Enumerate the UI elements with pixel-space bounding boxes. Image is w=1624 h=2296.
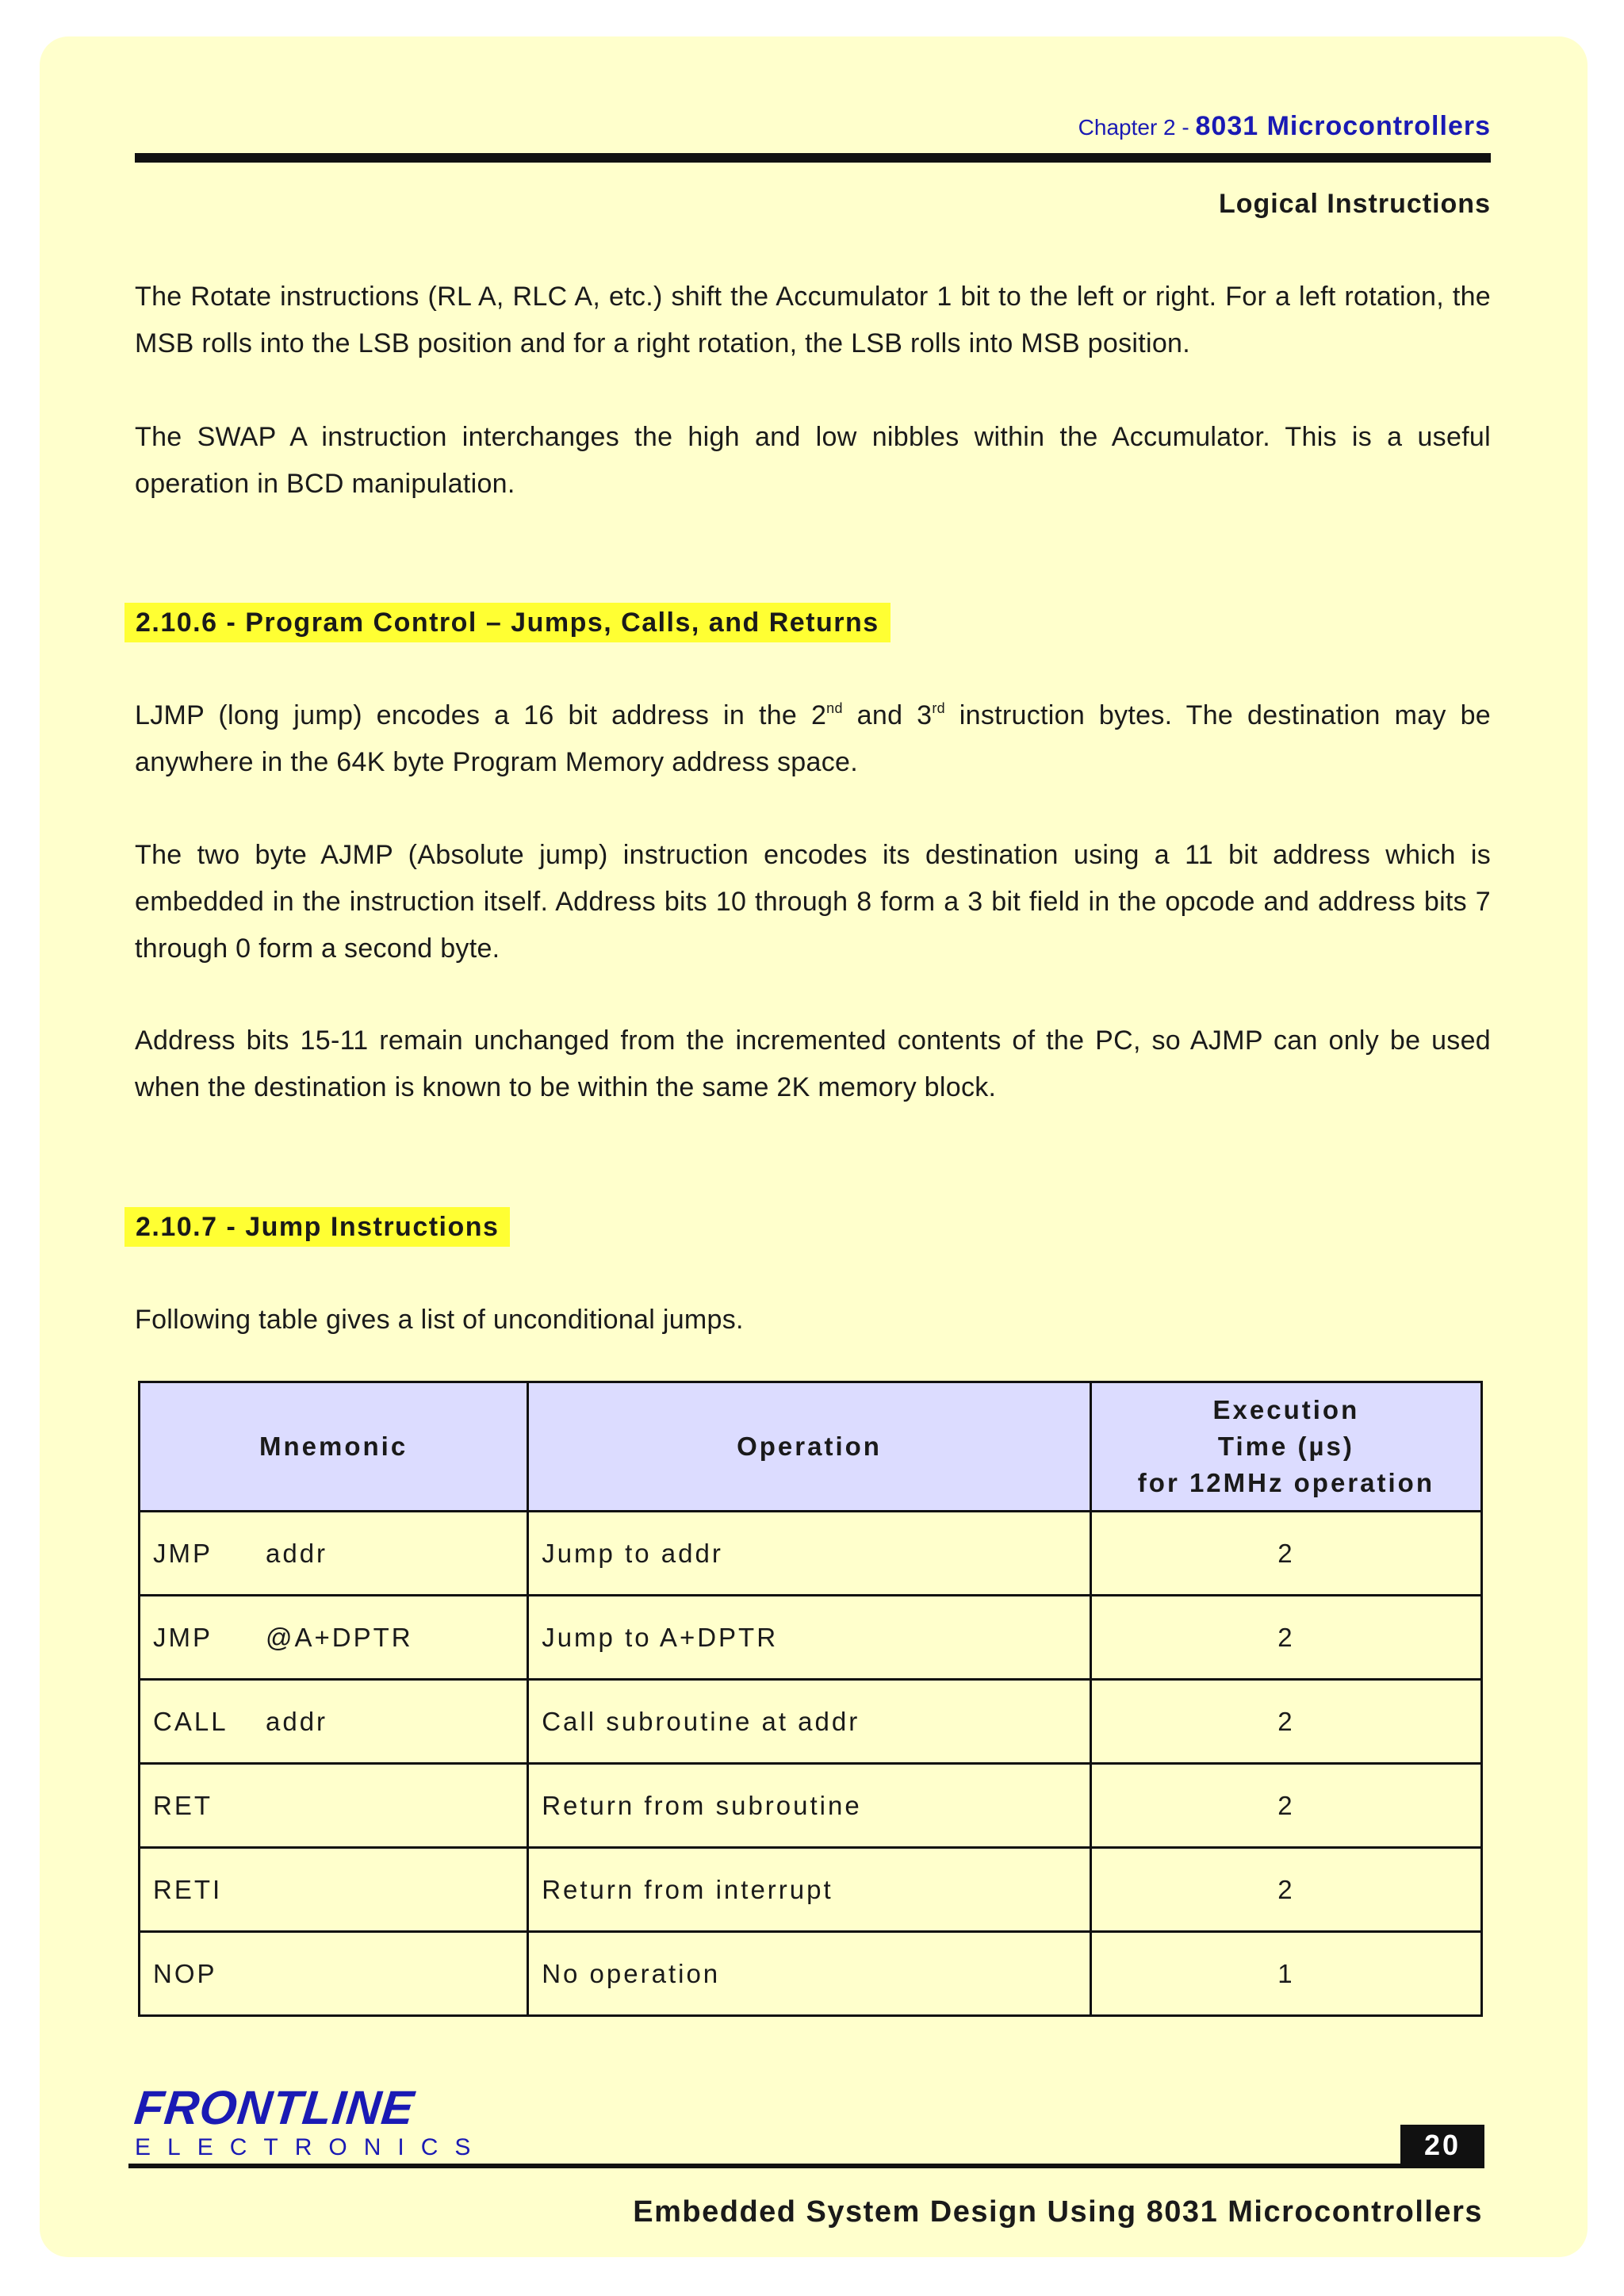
section-title: Logical Instructions <box>1218 189 1491 219</box>
cell-time: 2 <box>1090 1596 1481 1680</box>
paragraph-swap: The SWAP A instruction interchanges the high and low nibbles within the Accumulator. This is a useful operation in BCD manipulation. <box>135 422 1491 499</box>
cell-time: 2 <box>1090 1512 1481 1596</box>
page-number: 20 <box>1400 2125 1484 2166</box>
chapter-header <box>1078 111 1491 142</box>
cell-operation: Return from interrupt <box>528 1848 1091 1932</box>
paragraph-rotate: The Rotate instructions (RL A, RLC A, etc.) shift the Accumulator 1 bit to the left or right. For a left rotation, the MSB rolls into the LSB position and for a right rotation, the LSB rolls into MSB position. <box>135 282 1491 358</box>
ljmp-text-3: instruction bytes. The destination may be anywhere in the 64K byte Program Memory address space. <box>135 700 1491 777</box>
cell-time: 2 <box>1090 1764 1481 1848</box>
header-execution-time <box>1090 1382 1481 1512</box>
ljmp-sup-nd: nd <box>826 700 843 716</box>
mnemonic-op: JMP <box>153 1538 213 1568</box>
cell-operation: Call subroutine at addr <box>528 1680 1091 1764</box>
table-row <box>140 1848 1482 1932</box>
logo-wordmark: FRONTLINE <box>132 2081 417 2134</box>
chapter-prefix: Chapter 2 - <box>1078 115 1189 140</box>
mnemonic-arg: addr <box>266 1538 328 1568</box>
header-time-line2: Time (µs) <box>1217 1432 1354 1461</box>
book-title: Embedded System Design Using 8031 Microcontrollers <box>633 2195 1483 2229</box>
cell-operation: No operation <box>528 1932 1091 2016</box>
paragraph-address-bits: Address bits 15-11 remain unchanged from the incremented contents of the PC, so AJMP can only be used when the destination is known to be within the same 2K memory block. <box>135 1025 1491 1102</box>
cell-mnemonic <box>140 1932 528 2016</box>
jump-instructions-table <box>138 1381 1483 2017</box>
table-row <box>140 1512 1482 1596</box>
cell-operation: Return from subroutine <box>528 1764 1091 1848</box>
table-row <box>140 1680 1482 1764</box>
table-row <box>140 1596 1482 1680</box>
table-row <box>140 1932 1482 2016</box>
mnemonic-op: RETI <box>153 1874 223 1904</box>
cell-mnemonic <box>140 1596 528 1680</box>
cell-mnemonic <box>140 1512 528 1596</box>
cell-operation: Jump to A+DPTR <box>528 1596 1091 1680</box>
mnemonic-op: NOP <box>153 1958 217 1988</box>
cell-mnemonic <box>140 1680 528 1764</box>
cell-mnemonic <box>140 1848 528 1932</box>
paragraph-table-intro: Following table gives a list of unconditional jumps. <box>135 1305 744 1335</box>
ljmp-text-1: LJMP (long jump) encodes a 16 bit address in the 2 <box>135 700 827 730</box>
header-time-line3: for 12MHz operation <box>1137 1468 1434 1497</box>
heading-jump-instructions: 2.10.7 - Jump Instructions <box>124 1207 510 1247</box>
ljmp-sup-rd: rd <box>932 700 945 716</box>
header-operation: Operation <box>528 1382 1091 1512</box>
mnemonic-op: CALL <box>153 1706 228 1736</box>
frontline-logo <box>132 2081 488 2162</box>
header-mnemonic: Mnemonic <box>140 1382 528 1512</box>
table-row <box>140 1764 1482 1848</box>
cell-time: 2 <box>1090 1848 1481 1932</box>
mnemonic-op: RET <box>153 1790 213 1820</box>
heading-program-control: 2.10.6 - Program Control – Jumps, Calls, and Returns <box>124 603 891 642</box>
table-header-row <box>140 1382 1482 1512</box>
paragraph-ljmp <box>135 692 1491 786</box>
cell-mnemonic <box>140 1764 528 1848</box>
header-time-line1: Execution <box>1212 1395 1360 1424</box>
header-rule <box>135 153 1491 163</box>
cell-time: 2 <box>1090 1680 1481 1764</box>
footer-rule <box>128 2164 1484 2168</box>
logo-subtitle: ELECTRONICS <box>135 2134 488 2160</box>
chapter-title: 8031 Microcontrollers <box>1195 111 1491 141</box>
ljmp-text-2: and 3 <box>842 700 933 730</box>
mnemonic-arg: @A+DPTR <box>266 1622 413 1652</box>
mnemonic-arg: addr <box>266 1706 328 1736</box>
cell-time: 1 <box>1090 1932 1481 2016</box>
paragraph-ajmp: The two byte AJMP (Absolute jump) instruction encodes its destination using a 11 bit address which is embedded in the instruction itself. Address bits 10 through 8 form a 3 bit field in the opcode and address bits 7 through 0 form a second byte. <box>135 840 1491 964</box>
mnemonic-op: JMP <box>153 1622 213 1652</box>
cell-operation: Jump to addr <box>528 1512 1091 1596</box>
